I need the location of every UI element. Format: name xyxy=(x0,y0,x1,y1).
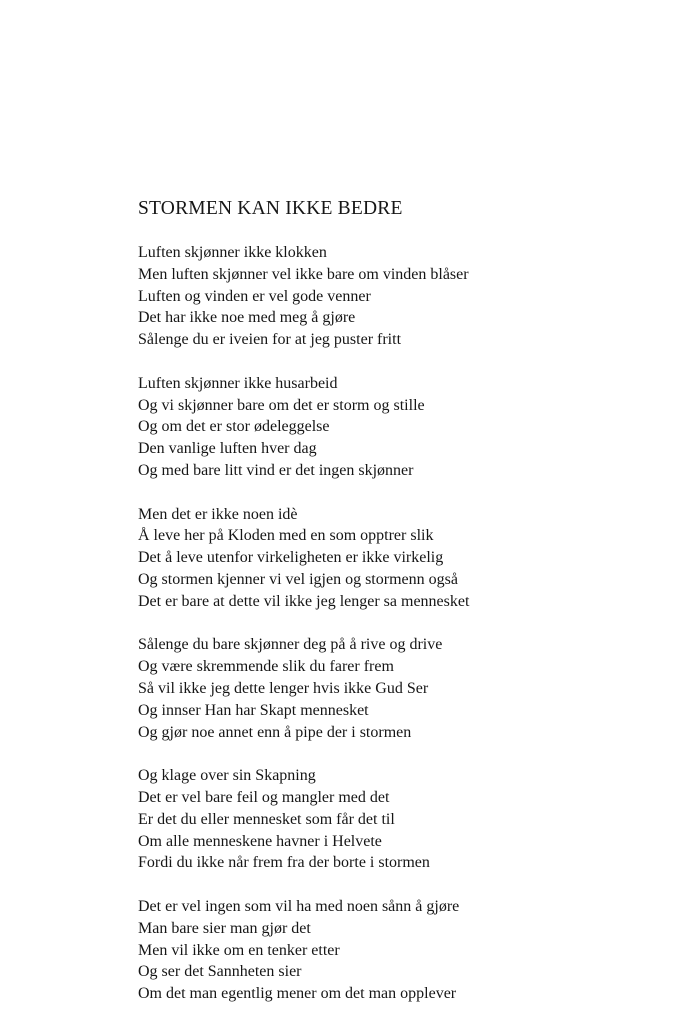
poem-line: Den vanlige luften hver dag xyxy=(138,440,317,458)
poem-line: Det har ikke noe med meg å gjøre xyxy=(138,309,356,327)
poem-line: Og klage over sin Skapning xyxy=(138,767,316,785)
poem-line: Og stormen kjenner vi vel igjen og stormenn også xyxy=(138,570,458,588)
poem-line: Det er bare at dette vil ikke jeg lenger sa mennesket xyxy=(138,592,470,610)
poem-stanza-4 xyxy=(138,634,644,743)
poem-line: Fordi du ikke når frem fra der borte i stormen xyxy=(138,854,430,872)
poem-line: Og om det er stor ødeleggelse xyxy=(138,418,330,436)
poem-line: Om alle menneskene havner i Helvete xyxy=(138,832,382,850)
poem-line: Og ser det Sannheten sier xyxy=(138,963,302,981)
poem-line: Er det du eller mennesket som får det til xyxy=(138,810,395,828)
poem-stanza-1 xyxy=(138,242,644,351)
poem-stanza-6 xyxy=(138,896,644,1005)
poem-line: Men det er ikke noen idè xyxy=(138,505,298,523)
poem-content xyxy=(138,197,644,1023)
poem-line: Luften skjønner ikke husarbeid xyxy=(138,374,338,392)
poem-line: Luften og vinden er vel gode venner xyxy=(138,287,371,305)
poem-line: Luften skjønner ikke klokken xyxy=(138,244,327,261)
poem-stanza-2 xyxy=(138,373,644,482)
poem-line: Og vi skjønner bare om det er storm og stille xyxy=(138,396,425,414)
poem-line: Og gjør noe annet enn å pipe der i stormen xyxy=(138,723,412,741)
poem-line: Å leve her på Kloden med en som opptrer slik xyxy=(138,527,434,545)
poem-stanza-5 xyxy=(138,765,644,874)
poem-line: Sålenge du bare skjønner deg på å rive og drive xyxy=(138,636,443,654)
poem-line: Det å leve utenfor virkeligheten er ikke virkelig xyxy=(138,549,444,567)
poem-line: Og innser Han har Skapt mennesket xyxy=(138,701,369,719)
poem-line: Om det man egentlig mener om det man opplever xyxy=(138,985,457,1003)
poem-line: Sålenge du er iveien for at jeg puster fritt xyxy=(138,331,402,349)
poem-title: STORMEN KAN IKKE BEDRE xyxy=(138,198,403,219)
poem-line: Det er vel bare feil og mangler med det xyxy=(138,788,390,806)
poem-line: Så vil ikke jeg dette lenger hvis ikke Gud Ser xyxy=(138,679,429,697)
poem-line: Men luften skjønner vel ikke bare om vinden blåser xyxy=(138,265,469,283)
poem-stanza-3 xyxy=(138,504,644,613)
poem-line: Og være skremmende slik du farer frem xyxy=(138,658,394,676)
poem-line: Men vil ikke om en tenker etter xyxy=(138,941,340,959)
poem-line: Man bare sier man gjør det xyxy=(138,919,311,937)
poem-line: Det er vel ingen som vil ha med noen sånn å gjøre xyxy=(138,897,460,915)
poem-line: Og med bare litt vind er det ingen skjønner xyxy=(138,461,414,479)
